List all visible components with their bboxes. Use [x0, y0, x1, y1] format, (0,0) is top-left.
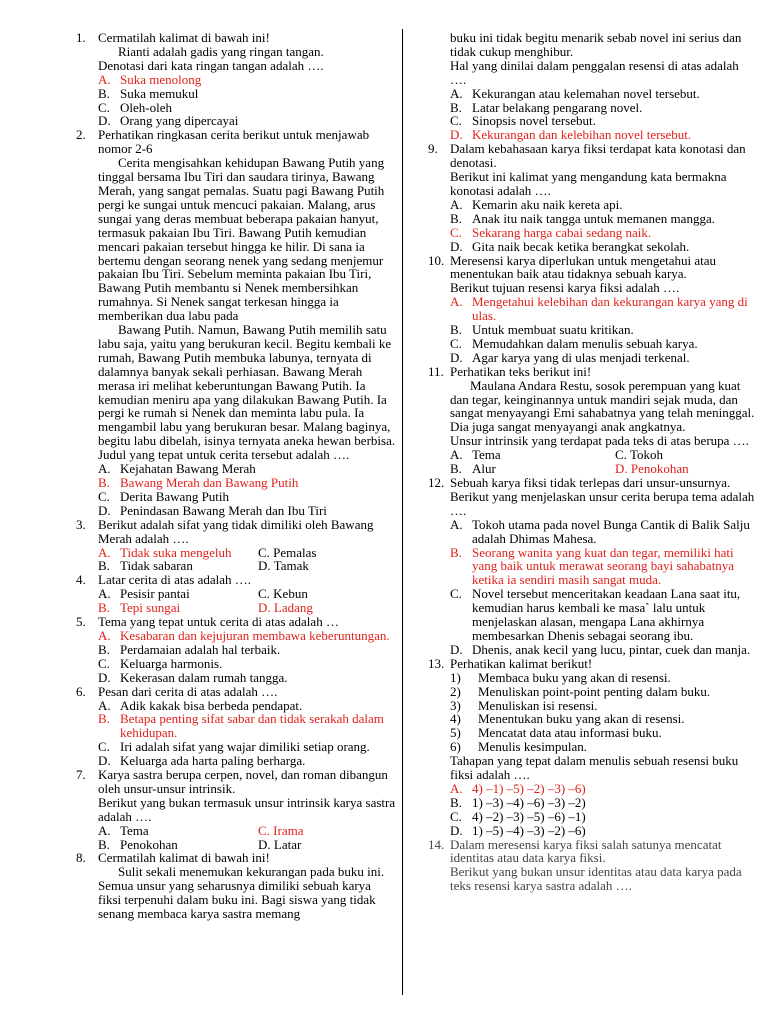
option-letter: D. — [450, 822, 463, 838]
question-number: 13. — [428, 655, 445, 671]
option-c[interactable] — [98, 101, 396, 115]
option-c[interactable] — [98, 490, 396, 504]
option-text: Derita Bawang Putih — [120, 488, 230, 504]
option-b[interactable] — [450, 462, 615, 476]
option-letter: C. — [450, 808, 462, 824]
question-12 — [428, 476, 758, 657]
step-item — [450, 699, 758, 713]
option-d[interactable] — [98, 754, 396, 768]
question-number: 14. — [428, 836, 445, 852]
option-letter: A. — [450, 294, 463, 310]
option-letter: C. — [450, 113, 462, 129]
option-letter: C. — [98, 739, 110, 755]
step-number: 2) — [450, 683, 461, 699]
option-a[interactable] — [450, 448, 615, 462]
option-text: Irama — [273, 822, 304, 838]
option-letter: D. — [450, 238, 463, 254]
option-letter: C. — [258, 544, 270, 560]
option-text: Sekarang harga cabai sedang naik. — [472, 224, 652, 240]
option-letter: B. — [98, 558, 110, 574]
question-number: 6. — [76, 683, 86, 699]
question-8 — [76, 851, 396, 921]
option-text: Gita naik becak ketika berangkat sekolah. — [472, 238, 690, 254]
option-letter: B. — [450, 99, 462, 115]
option-text: Keluarga harmonis. — [120, 655, 223, 671]
option-b[interactable] — [98, 559, 258, 573]
option-c[interactable] — [450, 810, 758, 824]
option-d[interactable] — [98, 504, 396, 518]
option-letter: B. — [98, 711, 110, 727]
option-text: Iri adalah sifat yang wajar dimiliki setiap orang. — [120, 739, 370, 755]
option-d[interactable] — [450, 824, 758, 838]
question-2 — [76, 128, 396, 517]
option-b[interactable] — [450, 796, 758, 810]
option-letter: C. — [450, 224, 462, 240]
option-letter: D. — [98, 753, 111, 769]
option-text: Penokohan — [630, 461, 689, 477]
option-b[interactable] — [98, 476, 396, 490]
step-number: 3) — [450, 697, 461, 713]
option-text: Keluarga ada harta paling berharga. — [120, 753, 306, 769]
option-a[interactable] — [98, 824, 258, 838]
option-letter: B. — [98, 836, 110, 852]
option-letter: B. — [98, 641, 110, 657]
option-text: Tamak — [273, 558, 309, 574]
option-a[interactable] — [98, 546, 258, 560]
step-item — [450, 740, 758, 754]
option-d[interactable] — [450, 351, 758, 365]
question-quote: Rianti adalah gadis yang ringan tangan. — [118, 43, 324, 59]
option-text: Latar — [273, 836, 302, 852]
option-a[interactable] — [98, 462, 396, 476]
question-number: 7. — [76, 767, 86, 783]
option-letter: A. — [98, 822, 111, 838]
option-letter: A. — [450, 85, 463, 101]
option-text: Seorang wanita yang kuat dan tegar, memiliki hati yang baik untuk merawat seorang bayi sahabatnya ketika ia sendiri masih sangat muda. — [472, 544, 735, 588]
question-7 — [76, 768, 396, 851]
question-ask: Berikut yang bukan termasuk unsur intrinsik karya sastra adalah …. — [98, 794, 396, 824]
option-d[interactable] — [450, 643, 758, 657]
option-a[interactable] — [98, 73, 396, 87]
question-stem: Pesan dari cerita di atas adalah …. — [98, 683, 278, 699]
option-letter: A. — [98, 697, 111, 713]
option-b[interactable] — [450, 101, 758, 115]
option-letter: C. — [98, 655, 110, 671]
option-text: Kekurangan dan kelebihan novel tersebut. — [472, 127, 692, 143]
step-item — [450, 726, 758, 740]
option-text: Agar karya yang di ulas menjadi terkenal. — [472, 349, 690, 365]
step-item — [450, 712, 758, 726]
option-text: Tema — [472, 447, 501, 463]
question-3 — [76, 518, 396, 574]
question-ask: Berikut yang bukan unsur identitas atau data karya pada teks resensi karya sastra adalah …. — [450, 864, 742, 894]
step-number: 5) — [450, 725, 461, 741]
question-quote: Maulana Andara Restu, sosok perempuan yang kuat dan tegar, keinginannya untuk mandiri sejak muda, dan sangat menyayangi Emi sahabatnya yang telah meninggal. Dia juga sangat menyayangi anak angkatnya. — [450, 377, 755, 435]
option-text: Anak itu naik tangga untuk memanen mangga. — [472, 210, 715, 226]
option-text: Mengetahui kelebihan dan kekurangan karya yang di ulas. — [472, 294, 748, 324]
option-a[interactable] — [98, 699, 396, 713]
question-stem: Latar cerita di atas adalah …. — [98, 572, 252, 588]
question-number: 4. — [76, 572, 86, 588]
option-letter: C. — [450, 586, 462, 602]
option-c[interactable] — [450, 587, 758, 643]
question-10 — [428, 254, 758, 365]
option-letter: A. — [98, 544, 111, 560]
option-letter: D. — [258, 558, 271, 574]
option-text: Pesisir pantai — [120, 586, 190, 602]
option-text: Kesabaran dan kejujuran membawa keberuntungan. — [120, 627, 390, 643]
option-text: Kekurangan atau kelemahan novel tersebut. — [472, 85, 700, 101]
question-number: 8. — [76, 850, 86, 866]
option-text: Kebun — [273, 586, 308, 602]
question-ask: Denotasi dari kata ringan tangan adalah …. — [98, 57, 324, 73]
option-d[interactable] — [98, 671, 396, 685]
option-letter: D. — [258, 836, 271, 852]
option-b[interactable] — [98, 601, 258, 615]
option-c[interactable] — [258, 546, 396, 560]
option-letter: C. — [450, 335, 462, 351]
option-letter: A. — [450, 196, 463, 212]
step-item — [450, 685, 758, 699]
question-4 — [76, 573, 396, 615]
question-stem: Sebuah karya fiksi tidak terlepas dari unsur-unsurnya. — [450, 475, 731, 490]
option-text: Suka memukul — [120, 85, 199, 101]
option-letter: B. — [98, 475, 110, 490]
question-14 — [428, 838, 758, 894]
question-8-continued — [428, 31, 758, 142]
option-letter: C. — [98, 99, 110, 115]
question-quote: Sulit sekali menemukan kekurangan pada buku ini. Semua unsur yang seharusnya dimiliki sebuah karya fiksi terpenuhi dalam buku ini. Bagi siswa yang tidak senang membaca karya sastra memang — [98, 864, 385, 922]
option-letter: D. — [98, 502, 111, 518]
option-text: Kekerasan dalam rumah tangga. — [120, 669, 288, 685]
option-text: Memudahkan dalam menulis sebuah karya. — [472, 335, 698, 351]
option-letter: A. — [98, 627, 111, 643]
option-letter: A. — [98, 586, 111, 602]
option-c[interactable] — [615, 448, 758, 462]
option-c[interactable] — [450, 226, 758, 240]
option-text: Tepi sungai — [120, 600, 181, 616]
option-text: Alur — [472, 461, 496, 477]
option-text: 1) –5) –4) –3) –2) –6) — [472, 822, 586, 838]
question-number: 1. — [76, 30, 86, 45]
option-c[interactable] — [98, 657, 396, 671]
option-letter: B. — [98, 600, 110, 616]
option-text: Untuk membuat suatu kritikan. — [472, 322, 634, 338]
option-b[interactable] — [98, 643, 396, 657]
option-text: 4) –2) –3) –5) –6) –1) — [472, 808, 586, 824]
question-stem: Cermatilah kalimat di bawah ini! — [98, 30, 270, 45]
option-text: Tema — [120, 822, 149, 838]
option-letter: D. — [98, 113, 111, 129]
option-b[interactable] — [98, 838, 258, 852]
option-a[interactable] — [450, 295, 758, 323]
option-a[interactable] — [450, 782, 758, 796]
option-letter: D. — [98, 669, 111, 685]
column-divider — [402, 29, 403, 995]
option-c[interactable] — [98, 740, 396, 754]
option-b[interactable] — [450, 323, 758, 337]
step-text: Mencatat data atau informasi buku. — [478, 725, 662, 741]
question-number: 2. — [76, 127, 86, 143]
option-text: Tokoh utama pada novel Bunga Cantik di Balik Salju adalah Dhimas Mahesa. — [472, 516, 750, 546]
question-stem: Perhatikan ringkasan cerita berikut untuk menjawab nomor 2-6 — [98, 127, 370, 157]
question-ask: Berikut yang menjelaskan unsur cerita berupa tema adalah …. — [450, 488, 755, 518]
question-stem: Tema yang tepat untuk cerita di atas adalah … — [98, 614, 339, 630]
left-column — [76, 31, 396, 921]
option-letter: A. — [450, 780, 463, 796]
option-a[interactable] — [450, 518, 758, 546]
option-letter: B. — [98, 85, 110, 101]
question-stem: Karya sastra berupa cerpen, novel, dan roman dibangun oleh unsur-unsur intrinsik. — [98, 767, 388, 796]
option-text: Sinopsis novel tersebut. — [472, 113, 596, 129]
option-letter: B. — [450, 794, 462, 810]
option-a[interactable] — [450, 198, 758, 212]
option-letter: B. — [450, 461, 462, 477]
option-b[interactable] — [98, 712, 396, 740]
option-c[interactable] — [450, 114, 758, 128]
step-item — [450, 671, 758, 685]
option-text: Penindasan Bawang Merah dan Ibu Tiri — [120, 502, 327, 518]
question-ask: Tahapan yang tepat dalam menulis sebuah resensi buku fiksi adalah …. — [450, 753, 739, 783]
option-letter: B. — [450, 210, 462, 226]
question-13 — [428, 657, 758, 838]
step-number: 6) — [450, 739, 461, 755]
story-paragraph-1: Cerita mengisahkan kehidupan Bawang Putih yang tinggal bersama Ibu Tiri dan saudara tirinya, Bawang Merah, yang sangat pemalas. Suatu pagi Bawang Putih pergi ke sungai untuk mencuci pakaian. Malang, arus sungai yang deras membuat beberapa pakaian hanyut, termasuk pakaian Ibu Tiri. Bawang Putih kemudian mencari pakaian tersebut hingga ke hilir. Di sana ia bertemu dengan seorang nenek yang sedang menjemur pakaian Ibu Tiri. Sebelum meminta pakaian Ibu Tiri, Bawang Putih membantu si Nenek membersihkan rumahnya. Si Nenek sangat terkesan hingga ia memberikan dua labu pada — [98, 155, 385, 324]
question-number: 5. — [76, 614, 86, 630]
option-text: Perdamaian adalah hal terbaik. — [120, 641, 281, 657]
option-c[interactable] — [258, 824, 396, 838]
question-ask: Judul yang tepat untuk cerita tersebut adalah …. — [98, 447, 350, 463]
question-number: 9. — [428, 141, 438, 157]
question-ask: Unsur intrinsik yang terdapat pada teks di atas berupa …. — [450, 433, 749, 449]
option-text: Penokohan — [120, 836, 178, 852]
option-letter: A. — [450, 447, 463, 463]
step-text: Menuliskan point-point penting dalam buku. — [478, 683, 711, 699]
option-d[interactable] — [450, 240, 758, 254]
option-text: Tokoh — [629, 447, 663, 463]
question-5 — [76, 615, 396, 685]
question-ask: Berikut ini kalimat yang mengandung kata bermakna konotasi adalah …. — [450, 169, 727, 198]
option-text: Orang yang dipercayai — [120, 113, 239, 129]
option-letter: B. — [450, 544, 462, 560]
option-letter: D. — [615, 461, 628, 477]
question-stem: Perhatikan teks berikut ini! — [450, 363, 592, 379]
right-column — [428, 31, 758, 893]
option-letter: D. — [450, 349, 463, 365]
option-text: Bawang Merah dan Bawang Putih — [120, 475, 299, 490]
option-text: Betapa penting sifat sabar dan tidak serakah dalam kehidupan. — [120, 711, 384, 741]
question-11 — [428, 365, 758, 476]
option-text: Kejahatan Bawang Merah — [120, 461, 256, 477]
option-letter: C. — [615, 447, 627, 463]
question-number: 12. — [428, 475, 445, 490]
option-letter: A. — [98, 71, 111, 87]
question-number: 11. — [428, 363, 444, 379]
option-a[interactable] — [98, 629, 396, 643]
option-letter: D. — [258, 600, 271, 616]
option-letter: C. — [98, 488, 110, 504]
option-letter: A. — [450, 516, 463, 532]
option-text: Pemalas — [273, 544, 317, 560]
question-stem: Dalam meresensi karya fiksi salah satunya mencatat identitas atau data karya fiksi. — [450, 836, 722, 866]
story-paragraph-2: Bawang Putih. Namun, Bawang Putih memilih satu labu saja, yaitu yang berukuran kecil. Begitu kembali ke rumah, Bawang Putih membuka labunya, ternyata di dalamnya banyak sekali perhiasan. Bawang Merah merasa iri melihat keberuntungan Bawang Putih. Ia kemudian meniru apa yang dilakukan Bawang Putih. Ia pergi ke rumah si Nenek dan meminta labu pula. Ia mengambil labu yang berukuran besar. Malang baginya, begitu labu dibelah, isinya ternyata aneka hewan berbisa. — [98, 322, 396, 449]
step-number: 1) — [450, 669, 461, 685]
option-d[interactable] — [98, 114, 396, 128]
option-text: Tidak suka mengeluh — [120, 544, 232, 560]
option-c[interactable] — [450, 337, 758, 351]
question-stem: Cermatilah kalimat di bawah ini! — [98, 850, 270, 866]
question-quote-continued: buku ini tidak begitu menarik sebab novel ini serius dan tidak cukup menghibur. — [450, 30, 742, 59]
question-number: 3. — [76, 516, 86, 532]
question-9 — [428, 142, 758, 253]
question-stem: Berikut adalah sifat yang tidak dimiliki oleh Bawang Merah adalah …. — [98, 516, 374, 546]
option-a[interactable] — [450, 87, 758, 101]
question-1 — [76, 31, 396, 128]
option-text: Adik kakak bisa berbeda pendapat. — [120, 697, 303, 713]
question-stem: Dalam kebahasaan karya fiksi terdapat kata konotasi dan denotasi. — [450, 141, 746, 171]
option-text: Dhenis, anak kecil yang lucu, pintar, cuek dan manja. — [472, 641, 751, 657]
question-number: 10. — [428, 252, 445, 268]
option-b[interactable] — [450, 546, 758, 588]
option-letter: D. — [450, 641, 463, 657]
option-text: 4) –1) –5) –2) –3) –6) — [472, 780, 586, 796]
option-letter: B. — [450, 322, 462, 338]
option-text: 1) –3) –4) –6) –3) –2) — [472, 794, 586, 810]
option-letter: D. — [450, 127, 463, 143]
option-text: Latar belakang pengarang novel. — [472, 99, 643, 115]
option-a[interactable] — [98, 587, 258, 601]
option-b[interactable] — [98, 87, 396, 101]
step-text: Membaca buku yang akan di resensi. — [478, 669, 671, 685]
option-text: Oleh-oleh — [120, 99, 172, 115]
option-d[interactable] — [615, 462, 758, 476]
question-ask: Berikut tujuan resensi karya fiksi adalah …. — [450, 280, 680, 296]
option-letter: C. — [258, 586, 270, 602]
option-letter: C. — [258, 822, 270, 838]
option-text: Novel tersebut menceritakan keadaan Lana saat itu, kemudian harus kembali ke masa` lalu untuk menjelaskan alasan, mengapa Lana akhirnya membesarkan Dhenis sebagai seorang ibu. — [472, 586, 741, 643]
option-text: Ladang — [273, 600, 313, 616]
option-text: Suka menolong — [120, 71, 202, 87]
question-6 — [76, 685, 396, 768]
option-text: Tidak sabaran — [120, 558, 193, 574]
option-d[interactable] — [258, 559, 396, 573]
option-d[interactable] — [258, 838, 396, 852]
step-text: Menuliskan isi resensi. — [478, 697, 598, 713]
question-stem: Perhatikan kalimat berikut! — [450, 655, 593, 671]
step-number: 4) — [450, 711, 461, 727]
option-letter: A. — [98, 461, 111, 477]
option-d[interactable] — [258, 601, 396, 615]
question-stem: Meresensi karya diperlukan untuk mengetahui atau menentukan baik atau tidaknya sebuah karya. — [450, 252, 717, 282]
option-d[interactable] — [450, 128, 758, 142]
option-c[interactable] — [258, 587, 396, 601]
step-text: Menulis kesimpulan. — [478, 739, 588, 755]
option-text: Kemarin aku naik kereta api. — [472, 196, 623, 212]
question-ask: Hal yang dinilai dalam penggalan resensi di atas adalah …. — [450, 57, 739, 87]
option-b[interactable] — [450, 212, 758, 226]
step-text: Menentukan buku yang akan di resensi. — [478, 711, 685, 727]
